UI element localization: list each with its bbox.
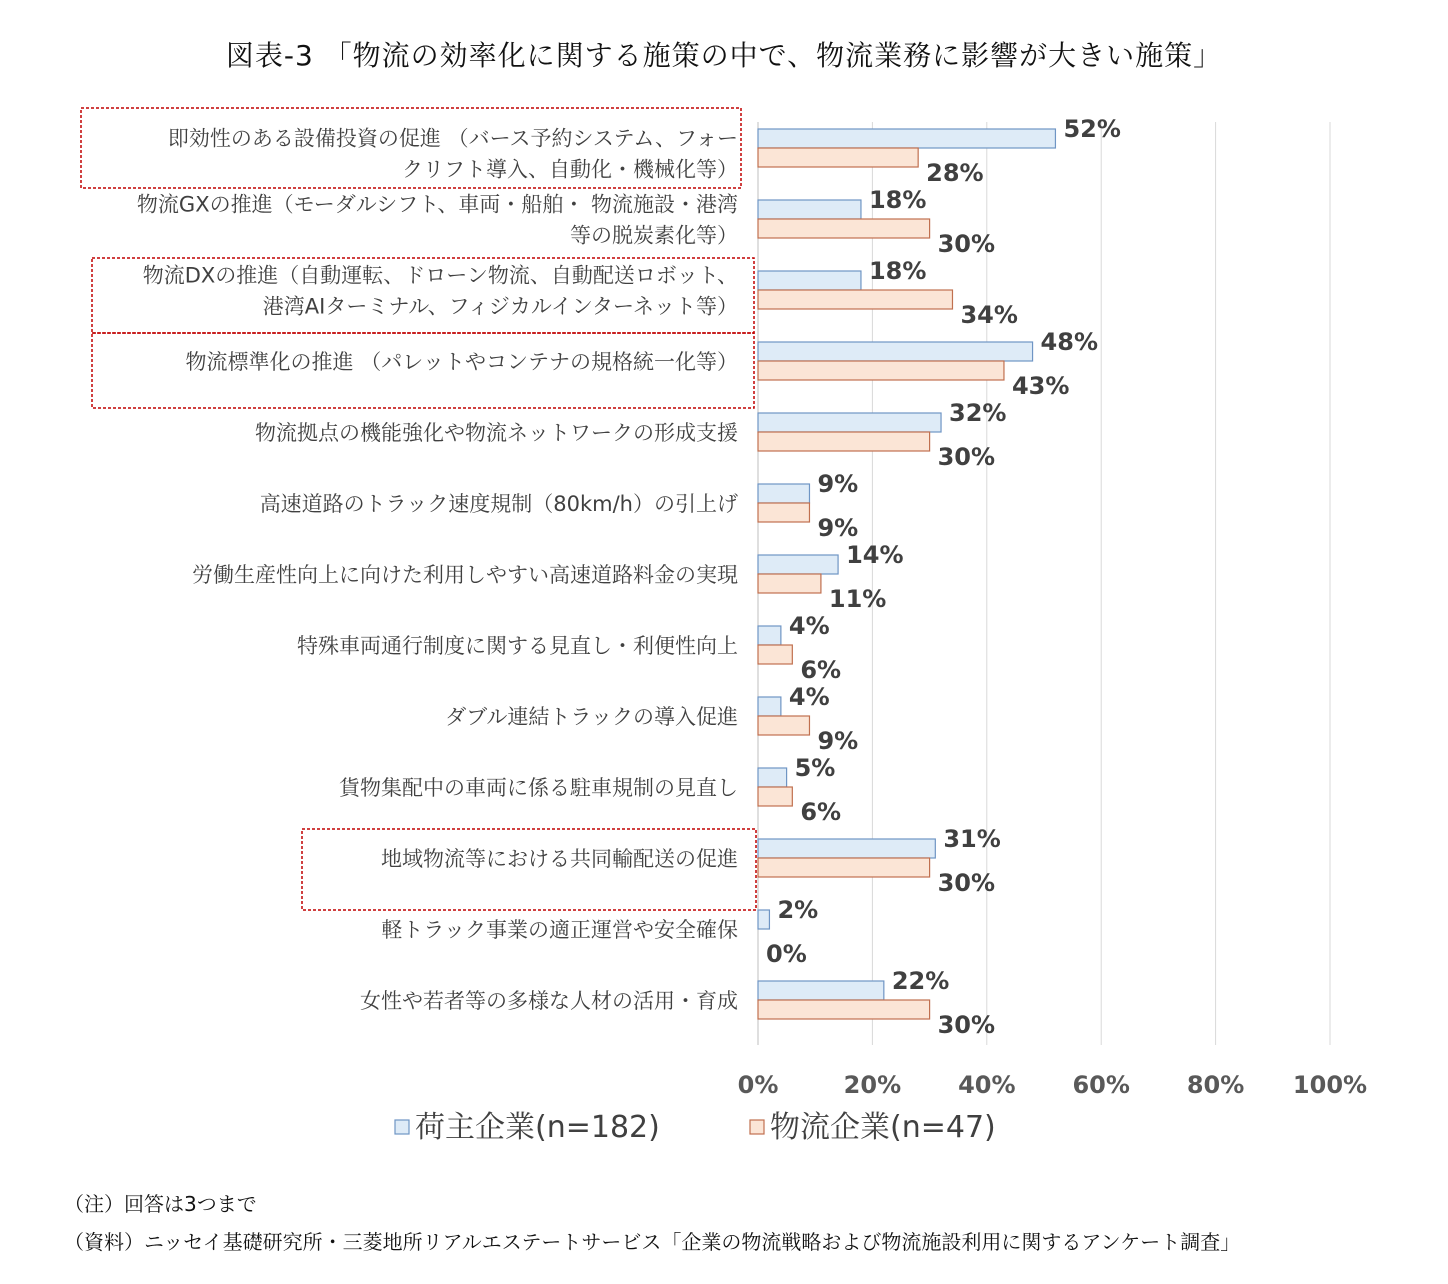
- category-label: 即効性のある設備投資の促進 （バース予約システム、フォー: [167, 126, 738, 151]
- bar-shipper: [758, 697, 781, 716]
- legend-label: 物流企業(n=47): [770, 1110, 996, 1145]
- data-label: 30%: [937, 1011, 996, 1039]
- x-tick-label: 80%: [1186, 1071, 1245, 1099]
- footnote: （注）回答は3つまで: [64, 1192, 257, 1216]
- bar-shipper: [758, 271, 861, 290]
- x-tick-label: 40%: [958, 1071, 1016, 1099]
- category-label: 物流GXの推進（モーダルシフト、車両・船舶・ 物流施設・港湾: [136, 192, 738, 217]
- data-label: 5%: [794, 754, 836, 782]
- data-label: 22%: [891, 967, 950, 995]
- data-label: 6%: [800, 798, 842, 826]
- data-label: 30%: [937, 443, 996, 471]
- category-label: 軽トラック事業の適正運営や安全確保: [381, 918, 738, 942]
- source-note: （資料）ニッセイ基礎研究所・三菱地所リアルエステートサービス「企業の物流戦略および物流施設利用に関するアンケート調査」: [64, 1230, 1241, 1254]
- legend-swatch: [395, 1120, 409, 1134]
- data-label: 30%: [937, 869, 996, 897]
- x-tick-label: 60%: [1072, 1071, 1130, 1099]
- category-label: 特殊車両通行制度に関する見直し・利便性向上: [297, 634, 738, 658]
- data-label: 9%: [817, 514, 859, 542]
- bar-logistics: [758, 858, 930, 877]
- bar-shipper: [758, 129, 1055, 148]
- data-label: 28%: [926, 159, 984, 187]
- category-label: 女性や若者等の多様な人材の活用・育成: [360, 989, 738, 1013]
- category-label: 物流標準化の推進 （パレットやコンテナの規格統一化等）: [185, 350, 738, 374]
- data-label: 18%: [868, 186, 927, 214]
- bar-shipper: [758, 484, 809, 503]
- bar-logistics: [758, 219, 930, 238]
- x-tick-label: 20%: [843, 1071, 902, 1099]
- bar-shipper: [758, 200, 861, 219]
- category-label: 物流DXの推進（自動運転、ドローン物流、自動配送ロボット、: [142, 263, 738, 288]
- data-label: 9%: [817, 470, 859, 498]
- category-label: ダブル連結トラックの導入促進: [445, 705, 738, 729]
- category-label: 高速道路のトラック速度規制（80km/h）の引上げ: [259, 492, 738, 516]
- x-tick-label: 0%: [737, 1071, 779, 1099]
- bar-shipper: [758, 626, 781, 645]
- data-label: 31%: [943, 825, 1001, 853]
- data-label: 43%: [1011, 372, 1070, 400]
- data-label: 48%: [1040, 328, 1099, 356]
- category-label: 労働生産性向上に向けた利用しやすい高速道路料金の実現: [192, 563, 738, 587]
- bar-shipper: [758, 839, 935, 858]
- data-label: 4%: [788, 612, 830, 640]
- bar-shipper: [758, 910, 769, 929]
- data-label: 2%: [777, 896, 819, 924]
- data-label: 9%: [817, 727, 859, 755]
- x-tick-label: 100%: [1292, 1071, 1368, 1099]
- data-label: 18%: [868, 257, 927, 285]
- category-label: 等の脱炭素化等）: [570, 223, 738, 248]
- category-label: 地域物流等における共同輸配送の促進: [381, 847, 738, 871]
- chart-title: 図表-3 「物流の効率化に関する施策の中で、物流業務に影響が大きい施策」: [225, 39, 1223, 72]
- data-label: 6%: [800, 656, 842, 684]
- bar-shipper: [758, 342, 1033, 361]
- data-label: 4%: [788, 683, 830, 711]
- bar-logistics: [758, 432, 930, 451]
- category-label: 物流拠点の機能強化や物流ネットワークの形成支援: [255, 421, 738, 445]
- bar-logistics: [758, 290, 952, 309]
- category-label: 貨物集配中の車両に係る駐車規制の見直し: [339, 776, 738, 800]
- bar-shipper: [758, 981, 884, 1000]
- bar-logistics: [758, 574, 821, 593]
- legend-swatch: [750, 1120, 764, 1134]
- bar-logistics: [758, 361, 1004, 380]
- data-label: 14%: [846, 541, 904, 569]
- data-label: 34%: [960, 301, 1018, 329]
- data-label: 11%: [828, 585, 887, 613]
- bar-logistics: [758, 716, 809, 735]
- data-label: 32%: [949, 399, 1007, 427]
- bar-logistics: [758, 503, 809, 522]
- bar-logistics: [758, 148, 918, 167]
- legend-label: 荷主企業(n=182): [415, 1110, 660, 1145]
- data-label: 52%: [1063, 115, 1121, 143]
- bar-logistics: [758, 1000, 930, 1019]
- category-label: クリフト導入、自動化・機械化等）: [402, 157, 738, 182]
- category-label: 港湾AIターミナル、フィジカルインターネット等）: [262, 294, 738, 319]
- bar-logistics: [758, 645, 792, 664]
- bar-shipper: [758, 768, 787, 787]
- bar-shipper: [758, 413, 941, 432]
- bar-shipper: [758, 555, 838, 574]
- data-label: 30%: [937, 230, 996, 258]
- bar-logistics: [758, 787, 792, 806]
- data-label: 0%: [766, 940, 807, 968]
